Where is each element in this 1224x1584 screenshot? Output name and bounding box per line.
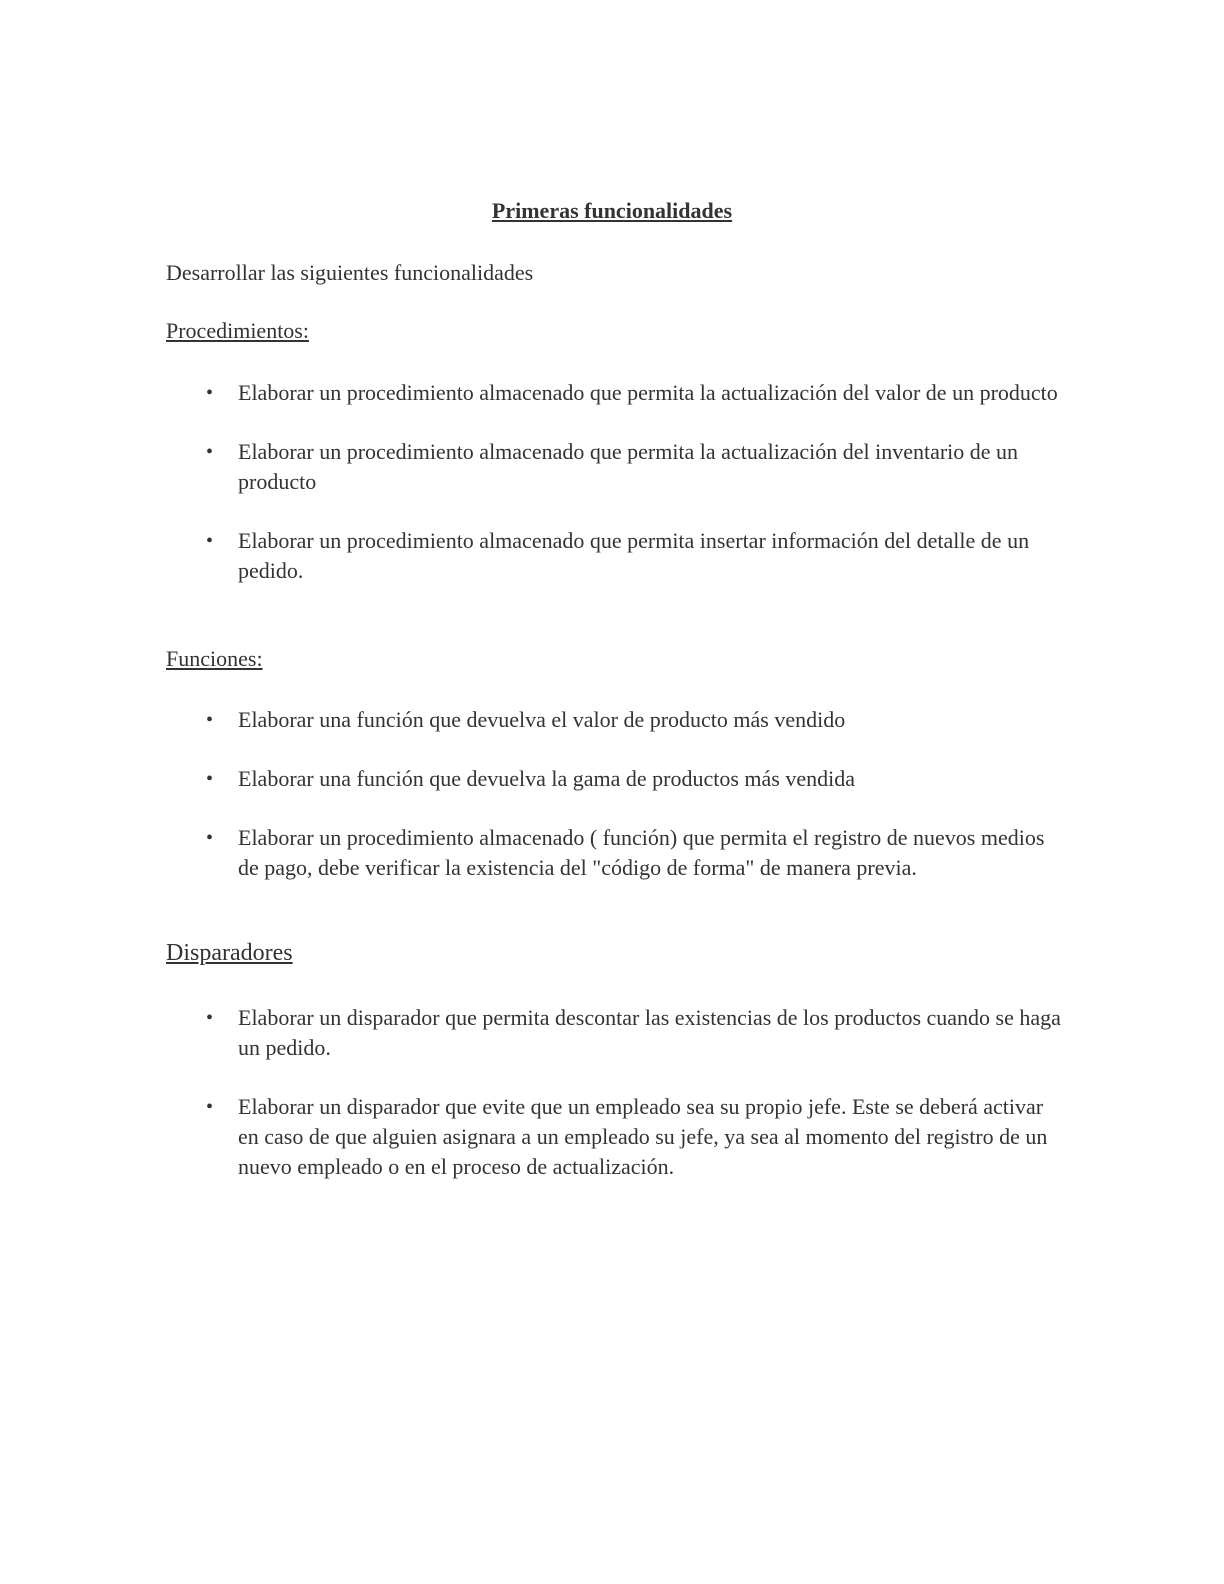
list-item: [166, 823, 1066, 883]
list-disparadores: [166, 1003, 1066, 1182]
bullet-icon: •: [206, 709, 214, 731]
section-heading-funciones: Funciones:: [166, 646, 263, 671]
document-title: Primeras funcionalidades: [491, 198, 733, 223]
list-item-text: Elaborar un disparador que permita descontar las existencias de los productos cuando se haga un pedido.: [238, 1005, 1061, 1060]
list-item-text: Elaborar un procedimiento almacenado que permita insertar información del detalle de un pedido.: [238, 528, 1030, 583]
bullet-icon: •: [206, 1007, 214, 1029]
list-item-text: Elaborar un disparador que evite que un empleado sea su propio jefe. Este se deberá activar en caso de que alguien asignara a un empleado su jefe, ya sea al momento del registro de un nuevo empleado o en el proceso de actualización.: [238, 1094, 1048, 1179]
bullet-icon: •: [206, 382, 214, 404]
list-item: [166, 526, 1066, 586]
list-item: [166, 1003, 1066, 1063]
section-heading-procedimientos: Procedimientos:: [166, 318, 309, 343]
bullet-icon: •: [206, 827, 214, 849]
list-item: [166, 764, 1066, 794]
bullet-icon: •: [206, 530, 214, 552]
list-procedimientos: [166, 378, 1066, 586]
list-item-text: Elaborar una función que devuelva la gama de productos más vendida: [238, 766, 855, 791]
list-funciones: [166, 705, 1066, 883]
section-heading-disparadores: Disparadores: [166, 940, 293, 966]
list-item-text: Elaborar una función que devuelva el valor de producto más vendido: [238, 707, 846, 732]
list-item: [166, 378, 1066, 408]
bullet-icon: •: [206, 768, 214, 790]
bullet-icon: •: [206, 441, 214, 463]
list-item-text: Elaborar un procedimiento almacenado que permita la actualización del valor de un producto: [238, 380, 1058, 405]
intro-text: Desarrollar las siguientes funcionalidades: [166, 260, 534, 285]
list-item: [166, 437, 1066, 497]
list-item-text: Elaborar un procedimiento almacenado ( función) que permita el registro de nuevos medios de pago, debe verificar la existencia del "código de forma" de manera previa.: [238, 825, 1045, 880]
list-item: [166, 1092, 1066, 1182]
bullet-icon: •: [206, 1096, 214, 1118]
list-item-text: Elaborar un procedimiento almacenado que permita la actualización del inventario de un producto: [238, 439, 1019, 494]
list-item: [166, 705, 1066, 735]
